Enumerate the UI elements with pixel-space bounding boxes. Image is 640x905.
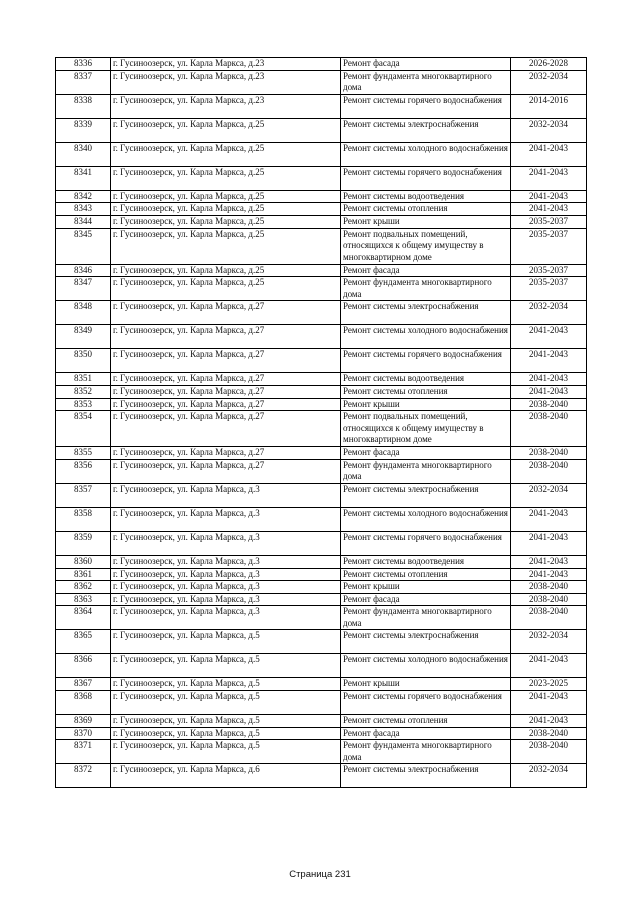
row-address: г. Гусиноозерск, ул. Карла Маркса, д.25 <box>111 203 341 216</box>
row-work-type: Ремонт крыши <box>341 678 511 691</box>
table-row <box>56 654 587 678</box>
table-row <box>56 94 587 118</box>
row-period: 2041-2043 <box>511 166 587 190</box>
row-period: 2026-2028 <box>511 58 587 71</box>
row-address: г. Гусиноозерск, ул. Карла Маркса, д.23 <box>111 58 341 71</box>
row-work-type: Ремонт фасада <box>341 447 511 460</box>
row-address: г. Гусиноозерск, ул. Карла Маркса, д.27 <box>111 373 341 386</box>
row-address: г. Гусиноозерск, ул. Карла Маркса, д.3 <box>111 568 341 581</box>
row-address: г. Гусиноозерск, ул. Карла Маркса, д.3 <box>111 555 341 568</box>
row-period: 2038-2040 <box>511 447 587 460</box>
table-row <box>56 411 587 447</box>
row-address: г. Гусиноозерск, ул. Карла Маркса, д.25 <box>111 118 341 142</box>
row-period: 2041-2043 <box>511 691 587 715</box>
row-number: 8352 <box>56 385 111 398</box>
row-address: г. Гусиноозерск, ул. Карла Маркса, д.3 <box>111 483 341 507</box>
table-row <box>56 447 587 460</box>
row-work-type: Ремонт фундамента многоквартирного дома <box>341 606 511 630</box>
row-address: г. Гусиноозерск, ул. Карла Маркса, д.3 <box>111 507 341 531</box>
table-row <box>56 727 587 740</box>
row-work-type: Ремонт системы горячего водоснабжения <box>341 94 511 118</box>
row-number: 8348 <box>56 301 111 325</box>
row-number: 8349 <box>56 325 111 349</box>
row-number: 8369 <box>56 715 111 728</box>
row-number: 8366 <box>56 654 111 678</box>
row-number: 8347 <box>56 277 111 301</box>
row-address: г. Гусиноозерск, ул. Карла Маркса, д.5 <box>111 654 341 678</box>
row-period: 2032-2034 <box>511 630 587 654</box>
page-number: Страница 231 <box>289 869 351 880</box>
row-period: 2038-2040 <box>511 606 587 630</box>
row-work-type: Ремонт фундамента многоквартирного дома <box>341 459 511 483</box>
row-number: 8350 <box>56 349 111 373</box>
row-work-type: Ремонт системы холодного водоснабжения <box>341 325 511 349</box>
row-period: 2041-2043 <box>511 385 587 398</box>
row-work-type: Ремонт системы электроснабжения <box>341 630 511 654</box>
row-period: 2014-2016 <box>511 94 587 118</box>
row-period: 2041-2043 <box>511 654 587 678</box>
row-work-type: Ремонт фундамента многоквартирного дома <box>341 70 511 94</box>
table-row <box>56 118 587 142</box>
table-row <box>56 531 587 555</box>
row-period: 2032-2034 <box>511 483 587 507</box>
row-address: г. Гусиноозерск, ул. Карла Маркса, д.25 <box>111 264 341 277</box>
row-work-type: Ремонт системы электроснабжения <box>341 118 511 142</box>
row-address: г. Гусиноозерск, ул. Карла Маркса, д.23 <box>111 70 341 94</box>
row-period: 2038-2040 <box>511 581 587 594</box>
table-row <box>56 459 587 483</box>
row-work-type: Ремонт крыши <box>341 581 511 594</box>
row-address: г. Гусиноозерск, ул. Карла Маркса, д.5 <box>111 691 341 715</box>
row-period: 2035-2037 <box>511 264 587 277</box>
row-number: 8342 <box>56 190 111 203</box>
row-period: 2035-2037 <box>511 277 587 301</box>
table-row <box>56 385 587 398</box>
row-address: г. Гусиноозерск, ул. Карла Маркса, д.5 <box>111 727 341 740</box>
row-work-type: Ремонт фасада <box>341 593 511 606</box>
row-period: 2038-2040 <box>511 411 587 447</box>
row-work-type: Ремонт системы холодного водоснабжения <box>341 507 511 531</box>
table-row <box>56 678 587 691</box>
row-period: 2038-2040 <box>511 593 587 606</box>
row-work-type: Ремонт фасада <box>341 58 511 71</box>
row-address: г. Гусиноозерск, ул. Карла Маркса, д.5 <box>111 715 341 728</box>
row-work-type: Ремонт фасада <box>341 264 511 277</box>
row-period: 2041-2043 <box>511 349 587 373</box>
row-work-type: Ремонт системы горячего водоснабжения <box>341 531 511 555</box>
row-address: г. Гусиноозерск, ул. Карла Маркса, д.27 <box>111 459 341 483</box>
row-work-type: Ремонт системы отопления <box>341 568 511 581</box>
row-period: 2038-2040 <box>511 398 587 411</box>
repair-schedule-table <box>55 57 587 788</box>
row-number: 8338 <box>56 94 111 118</box>
table-row <box>56 70 587 94</box>
row-number: 8346 <box>56 264 111 277</box>
table-row <box>56 581 587 594</box>
row-period: 2041-2043 <box>511 325 587 349</box>
table-row <box>56 166 587 190</box>
row-work-type: Ремонт фундамента многоквартирного дома <box>341 740 511 764</box>
row-number: 8367 <box>56 678 111 691</box>
row-work-type: Ремонт системы холодного водоснабжения <box>341 142 511 166</box>
row-number: 8343 <box>56 203 111 216</box>
row-period: 2041-2043 <box>511 507 587 531</box>
table-row <box>56 301 587 325</box>
row-address: г. Гусиноозерск, ул. Карла Маркса, д.3 <box>111 581 341 594</box>
row-address: г. Гусиноозерск, ул. Карла Маркса, д.3 <box>111 606 341 630</box>
row-number: 8339 <box>56 118 111 142</box>
row-number: 8354 <box>56 411 111 447</box>
table-row <box>56 606 587 630</box>
table-row <box>56 740 587 764</box>
row-period: 2035-2037 <box>511 228 587 264</box>
row-address: г. Гусиноозерск, ул. Карла Маркса, д.27 <box>111 301 341 325</box>
row-address: г. Гусиноозерск, ул. Карла Маркса, д.27 <box>111 325 341 349</box>
table-row <box>56 349 587 373</box>
row-address: г. Гусиноозерск, ул. Карла Маркса, д.23 <box>111 94 341 118</box>
row-work-type: Ремонт системы водоотведения <box>341 555 511 568</box>
row-address: г. Гусиноозерск, ул. Карла Маркса, д.25 <box>111 277 341 301</box>
row-number: 8365 <box>56 630 111 654</box>
row-number: 8336 <box>56 58 111 71</box>
row-number: 8359 <box>56 531 111 555</box>
table-row <box>56 507 587 531</box>
row-number: 8355 <box>56 447 111 460</box>
row-number: 8351 <box>56 373 111 386</box>
table-row <box>56 142 587 166</box>
table-row <box>56 203 587 216</box>
row-work-type: Ремонт подвальных помещений, относящихся к общему имуществу в многоквартирном доме <box>341 411 511 447</box>
row-number: 8340 <box>56 142 111 166</box>
row-address: г. Гусиноозерск, ул. Карла Маркса, д.27 <box>111 385 341 398</box>
table-row <box>56 277 587 301</box>
table-row <box>56 264 587 277</box>
row-address: г. Гусиноозерск, ул. Карла Маркса, д.27 <box>111 349 341 373</box>
row-period: 2041-2043 <box>511 715 587 728</box>
row-number: 8368 <box>56 691 111 715</box>
row-work-type: Ремонт крыши <box>341 215 511 228</box>
row-address: г. Гусиноозерск, ул. Карла Маркса, д.25 <box>111 228 341 264</box>
row-work-type: Ремонт системы электроснабжения <box>341 301 511 325</box>
row-period: 2032-2034 <box>511 764 587 788</box>
row-address: г. Гусиноозерск, ул. Карла Маркса, д.25 <box>111 190 341 203</box>
row-number: 8360 <box>56 555 111 568</box>
row-work-type: Ремонт системы электроснабжения <box>341 483 511 507</box>
row-number: 8370 <box>56 727 111 740</box>
row-address: г. Гусиноозерск, ул. Карла Маркса, д.27 <box>111 398 341 411</box>
row-period: 2032-2034 <box>511 70 587 94</box>
row-period: 2041-2043 <box>511 568 587 581</box>
row-period: 2038-2040 <box>511 740 587 764</box>
row-number: 8345 <box>56 228 111 264</box>
row-address: г. Гусиноозерск, ул. Карла Маркса, д.6 <box>111 764 341 788</box>
row-period: 2041-2043 <box>511 373 587 386</box>
row-work-type: Ремонт системы отопления <box>341 385 511 398</box>
table-row <box>56 555 587 568</box>
row-work-type: Ремонт крыши <box>341 398 511 411</box>
row-period: 2041-2043 <box>511 142 587 166</box>
table-row <box>56 190 587 203</box>
row-work-type: Ремонт системы отопления <box>341 715 511 728</box>
row-period: 2041-2043 <box>511 531 587 555</box>
row-number: 8357 <box>56 483 111 507</box>
table-row <box>56 568 587 581</box>
row-period: 2023-2025 <box>511 678 587 691</box>
row-address: г. Гусиноозерск, ул. Карла Маркса, д.25 <box>111 166 341 190</box>
row-number: 8337 <box>56 70 111 94</box>
row-work-type: Ремонт системы электроснабжения <box>341 764 511 788</box>
table-row <box>56 691 587 715</box>
row-address: г. Гусиноозерск, ул. Карла Маркса, д.3 <box>111 531 341 555</box>
row-number: 8363 <box>56 593 111 606</box>
row-number: 8372 <box>56 764 111 788</box>
row-work-type: Ремонт системы горячего водоснабжения <box>341 166 511 190</box>
row-address: г. Гусиноозерск, ул. Карла Маркса, д.5 <box>111 630 341 654</box>
row-period: 2032-2034 <box>511 301 587 325</box>
row-address: г. Гусиноозерск, ул. Карла Маркса, д.25 <box>111 215 341 228</box>
row-work-type: Ремонт фасада <box>341 727 511 740</box>
table-row <box>56 325 587 349</box>
row-period: 2035-2037 <box>511 215 587 228</box>
table-row <box>56 398 587 411</box>
row-work-type: Ремонт системы горячего водоснабжения <box>341 691 511 715</box>
row-number: 8356 <box>56 459 111 483</box>
row-work-type: Ремонт системы холодного водоснабжения <box>341 654 511 678</box>
row-address: г. Гусиноозерск, ул. Карла Маркса, д.3 <box>111 593 341 606</box>
table-row <box>56 715 587 728</box>
row-address: г. Гусиноозерск, ул. Карла Маркса, д.25 <box>111 142 341 166</box>
row-period: 2041-2043 <box>511 190 587 203</box>
row-number: 8341 <box>56 166 111 190</box>
row-number: 8353 <box>56 398 111 411</box>
row-number: 8362 <box>56 581 111 594</box>
table-row <box>56 630 587 654</box>
row-period: 2038-2040 <box>511 459 587 483</box>
table-row <box>56 764 587 788</box>
table-row <box>56 228 587 264</box>
row-address: г. Гусиноозерск, ул. Карла Маркса, д.27 <box>111 411 341 447</box>
row-period: 2041-2043 <box>511 555 587 568</box>
table-row <box>56 593 587 606</box>
table-body <box>56 58 587 788</box>
row-work-type: Ремонт системы водоотведения <box>341 373 511 386</box>
table-row <box>56 215 587 228</box>
row-work-type: Ремонт системы отопления <box>341 203 511 216</box>
table-row <box>56 373 587 386</box>
row-work-type: Ремонт системы водоотведения <box>341 190 511 203</box>
row-address: г. Гусиноозерск, ул. Карла Маркса, д.5 <box>111 740 341 764</box>
row-address: г. Гусиноозерск, ул. Карла Маркса, д.5 <box>111 678 341 691</box>
row-number: 8344 <box>56 215 111 228</box>
row-work-type: Ремонт подвальных помещений, относящихся к общему имуществу в многоквартирном доме <box>341 228 511 264</box>
row-work-type: Ремонт системы горячего водоснабжения <box>341 349 511 373</box>
row-work-type: Ремонт фундамента многоквартирного дома <box>341 277 511 301</box>
row-period: 2032-2034 <box>511 118 587 142</box>
table-row <box>56 58 587 71</box>
row-number: 8361 <box>56 568 111 581</box>
row-number: 8358 <box>56 507 111 531</box>
table-row <box>56 483 587 507</box>
row-number: 8364 <box>56 606 111 630</box>
row-number: 8371 <box>56 740 111 764</box>
row-address: г. Гусиноозерск, ул. Карла Маркса, д.27 <box>111 447 341 460</box>
row-period: 2041-2043 <box>511 203 587 216</box>
row-period: 2038-2040 <box>511 727 587 740</box>
